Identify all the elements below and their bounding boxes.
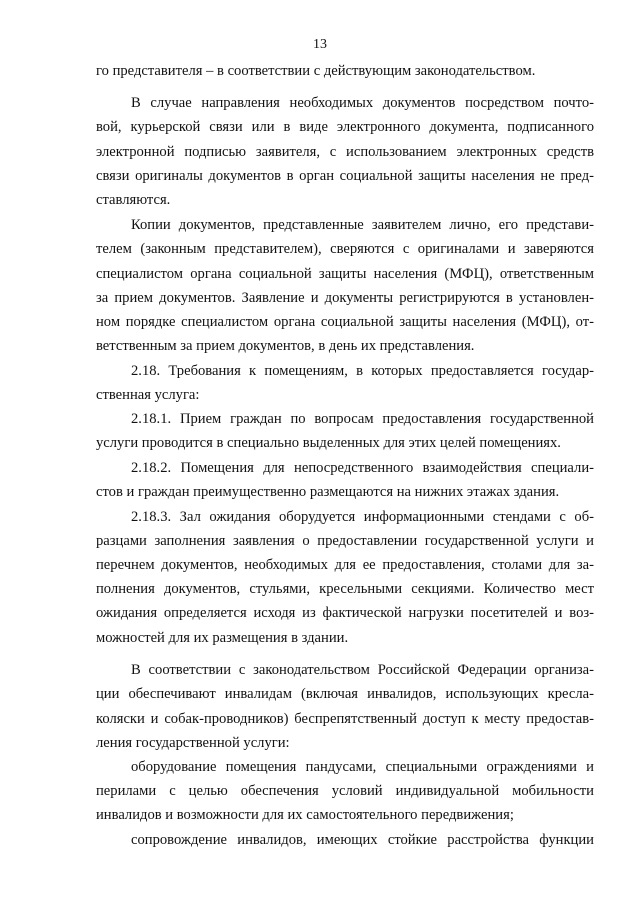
text-line: ветственным за прием документов, в день их представления.: [96, 338, 475, 354]
text-line: телем (законным представителем), сверяются с оригиналами и заверяются: [96, 241, 594, 257]
text-line: ставляются.: [96, 192, 171, 208]
text-line: ственная услуга:: [96, 387, 200, 403]
text-line: сопровождение инвалидов, имеющих стойкие расстройства функции: [131, 832, 594, 848]
text-line: стов и граждан преимущественно размещаются на нижних этажах здания.: [96, 484, 560, 500]
text-line: электронной подписью заявителя, с использованием электронных средств: [96, 144, 594, 160]
text-line: Копии документов, представленные заявителем лично, его представи-: [131, 217, 594, 233]
text-line: 2.18.3. Зал ожидания оборудуется информационными стендами с об-: [131, 509, 594, 525]
text-line: услуги проводится в специально выделенных для этих целей помещениях.: [96, 435, 561, 451]
text-line: 2.18.2. Помещения для непосредственного взаимодействия специали-: [131, 460, 594, 476]
text-line: В соответствии с законодательством Российской Федерации организа-: [131, 662, 594, 678]
text-line: ции обеспечивают инвалидам (включая инвалидов, использующих кресла-: [96, 686, 594, 702]
text-line: полнения документов, стульями, кресельными секциями. Количество мест: [96, 581, 594, 597]
text-line: перилами с целью обеспечения условий индивидуальной мобильности: [96, 783, 594, 799]
text-line: коляски и собак-проводников) беспрепятственный доступ к месту предостав-: [96, 711, 594, 727]
text-line: связи оригиналы документов в орган социальной защиты населения не пред-: [96, 168, 594, 184]
text-line: ления государственной услуги:: [96, 735, 290, 751]
text-line: можностей для их размещения в здании.: [96, 630, 349, 646]
text-line: инвалидов и возможности для их самостоятельного передвижения;: [96, 807, 514, 823]
text-line: специалистом органа социальной защиты населения (МФЦ), ответственным: [96, 266, 594, 282]
text-line: 2.18. Требования к помещениям, в которых предоставляется государ-: [131, 363, 594, 379]
page-number: 13: [313, 37, 327, 52]
text-line: разцами заполнения заявления о предоставлении государственной услуги и: [96, 533, 594, 549]
text-line: В случае направления необходимых документов посредством почто-: [131, 95, 594, 111]
text-line: вой, курьерской связи или в виде электронного документа, подписанного: [96, 119, 594, 135]
text-line: оборудование помещения пандусами, специальными ограждениями и: [131, 759, 594, 775]
text-line: го представителя – в соответствии с действующим законодательством.: [96, 63, 536, 79]
text-line: ном порядке специалистом органа социальной защиты населения (МФЦ), от-: [96, 314, 594, 330]
text-line: ожидания определяется исходя из фактической нагрузки посетителей и воз-: [96, 605, 594, 621]
text-line: за прием документов. Заявление и документы регистрируются в установлен-: [96, 290, 594, 306]
text-line: 2.18.1. Прием граждан по вопросам предоставления государственной: [131, 411, 594, 427]
text-line: перечнем документов, необходимых для ее предоставления, столами для за-: [96, 557, 594, 573]
